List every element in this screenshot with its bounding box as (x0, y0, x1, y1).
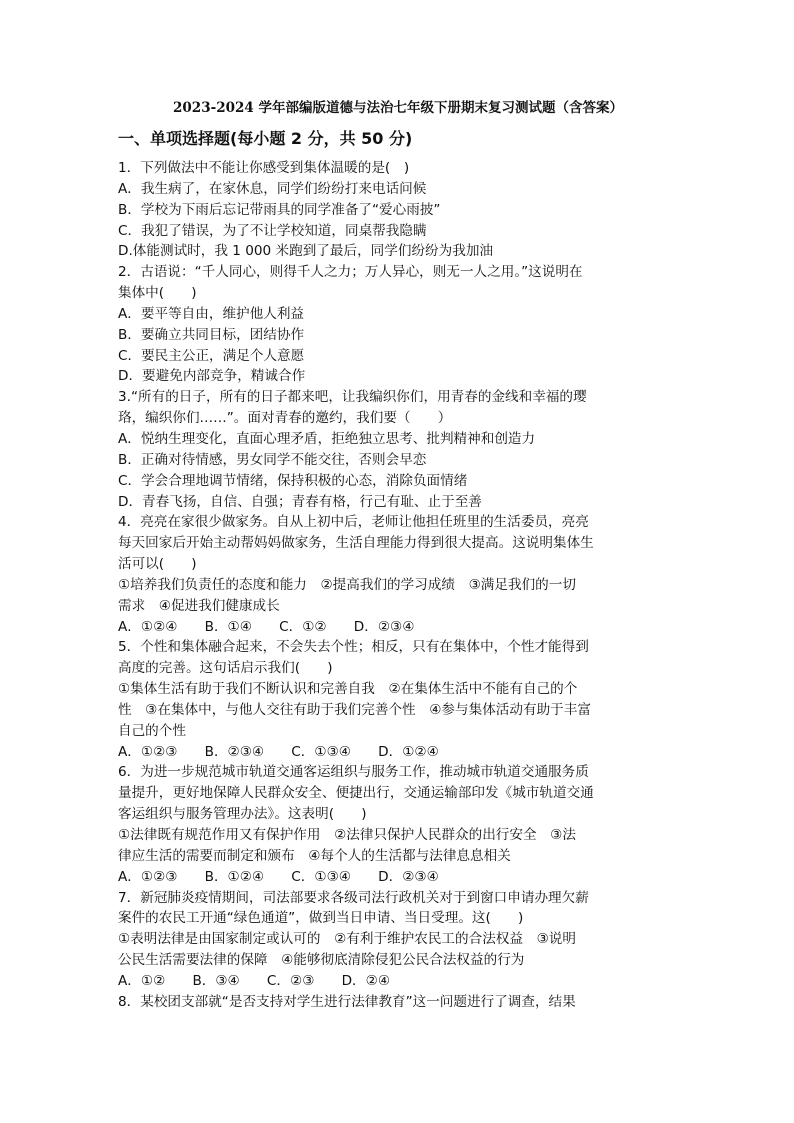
text-line: B．正确对待情感，男女同学不能交往，否则会早恋 (118, 451, 427, 468)
text-line: 1．下列做法中不能让你感受到集体温暖的是( ) (118, 160, 410, 176)
section-heading: 一、单项选择题(每小题 2 分，共 50 分) (118, 129, 413, 148)
text-line: ①法律既有规范作用又有保护作用 ②法律只保护人民群众的出行安全 ③法 (118, 827, 576, 843)
text-line: 客运组织与服务管理办法》。这表明( ) (118, 806, 367, 823)
text-line: 律应生活的需要而制定和颁布 ④每个人的生活都与法律息息相关 (118, 847, 511, 864)
text-line: 活可以( ) (118, 556, 197, 573)
text-line: C．要民主公正，满足个人意愿 (118, 347, 305, 364)
text-line: B．学校为下雨后忘记带雨具的同学准备了“爱心雨披” (118, 201, 441, 218)
text-line: 6．为进一步规范城市轨道交通客运组织与服务工作，推动城市轨道交通服务质 (118, 764, 589, 781)
text-line: B．要确立共同目标，团结协作 (118, 326, 305, 343)
text-line: A．①② B．③④ C．②③ D．②④ (118, 972, 391, 989)
text-line: ①培养我们负责任的态度和能力 ②提高我们的学习成绩 ③满足我们的一切 (118, 576, 576, 593)
text-line: 5．个性和集体融合起来，不会失去个性；相反，只有在集体中，个性才能得到 (118, 639, 589, 656)
text-line: A．①②③ B．①②④ C．①③④ D．②③④ (118, 868, 439, 885)
text-line: 珞，编织你们……”。面对青春的邀约，我们要（ ） (118, 410, 452, 427)
text-line: 量提升，更好地保障人民群众安全、便捷出行，交通运输部印发《城市轨道交通 (118, 785, 594, 802)
text-line: 每天回家后开始主动帮妈妈做家务，生活自理能力得到很大提高。这说明集体生 (118, 535, 594, 552)
text-line: 7．新冠肺炎疫情期间，司法部要求各级司法行政机关对于到窗口申请办理欠薪 (118, 889, 589, 906)
text-line: A．我生病了，在家休息，同学们纷纷打来电话问候 (118, 180, 427, 197)
text-line: ①集体生活有助于我们不断认识和完善自我 ②在集体生活中不能有自己的个 (118, 681, 578, 698)
text-line: A．①②③ B．②③④ C．①③④ D．①②④ (118, 743, 439, 760)
text-line: A．要平等自由，维护他人利益 (118, 305, 305, 322)
text-line: 公民生活需要法律的保障 ④能够彻底清除侵犯公民合法权益的行为 (118, 952, 525, 969)
text-line: A．悦纳生理变化，直面心理矛盾，拒绝独立思考、批判精神和创造力 (118, 430, 536, 447)
text-line: C．我犯了错误，为了不让学校知道，同桌帮我隐瞒 (118, 222, 427, 239)
text-line: ①表明法律是由国家制定或认可的 ②有利于维护农民工的合法权益 ③说明 (118, 931, 576, 948)
text-line: D．要避免内部竞争，精诚合作 (118, 368, 306, 385)
text-line: 3.“所有的日子，所有的日子都来吧，让我编织你们，用青春的金线和幸福的璎 (118, 389, 587, 406)
text-line: 4．亮亮在家很少做家务。自从上初中后，老师让他担任班里的生活委员，亮亮 (118, 514, 589, 531)
text-line: A．①②④ B．①④ C．①② D．②③④ (118, 618, 415, 635)
text-line: 案件的农民工开通“绿色通道”，做到当日申请、当日受理。这( ) (118, 910, 524, 927)
text-line: D.体能测试时，我 1 000 米跑到了最后，同学们纷纷为我加油 (118, 243, 494, 260)
text-line: 性 ③在集体中，与他人交往有助于我们完善个性 ④参与集体活动有助于丰富 (118, 701, 591, 718)
question-body (118, 158, 678, 1013)
text-line: D．青春飞扬，自信、自强；青春有格，行己有耻、止于至善 (118, 493, 482, 510)
text-line: 8．某校团支部就“是否支持对学生进行法律教育”这一问题进行了调查，结果 (118, 993, 576, 1010)
text-line: 集体中( ) (118, 285, 197, 302)
text-line: 2．古语说：“千人同心，则得千人之力；万人异心，则无一人之用。”这说明在 (118, 264, 583, 281)
text-line: 需求 ④促进我们健康成长 (118, 597, 280, 614)
page-title: 2023-2024 学年部编版道德与法治七年级下册期末复习测试题（含答案） (173, 100, 623, 116)
text-line: 自己的个性 (118, 722, 186, 739)
text-line: 高度的完善。这句话启示我们( ) (118, 660, 333, 677)
text-line: C．学会合理地调节情绪，保持积极的心态，消除负面情绪 (118, 472, 468, 489)
